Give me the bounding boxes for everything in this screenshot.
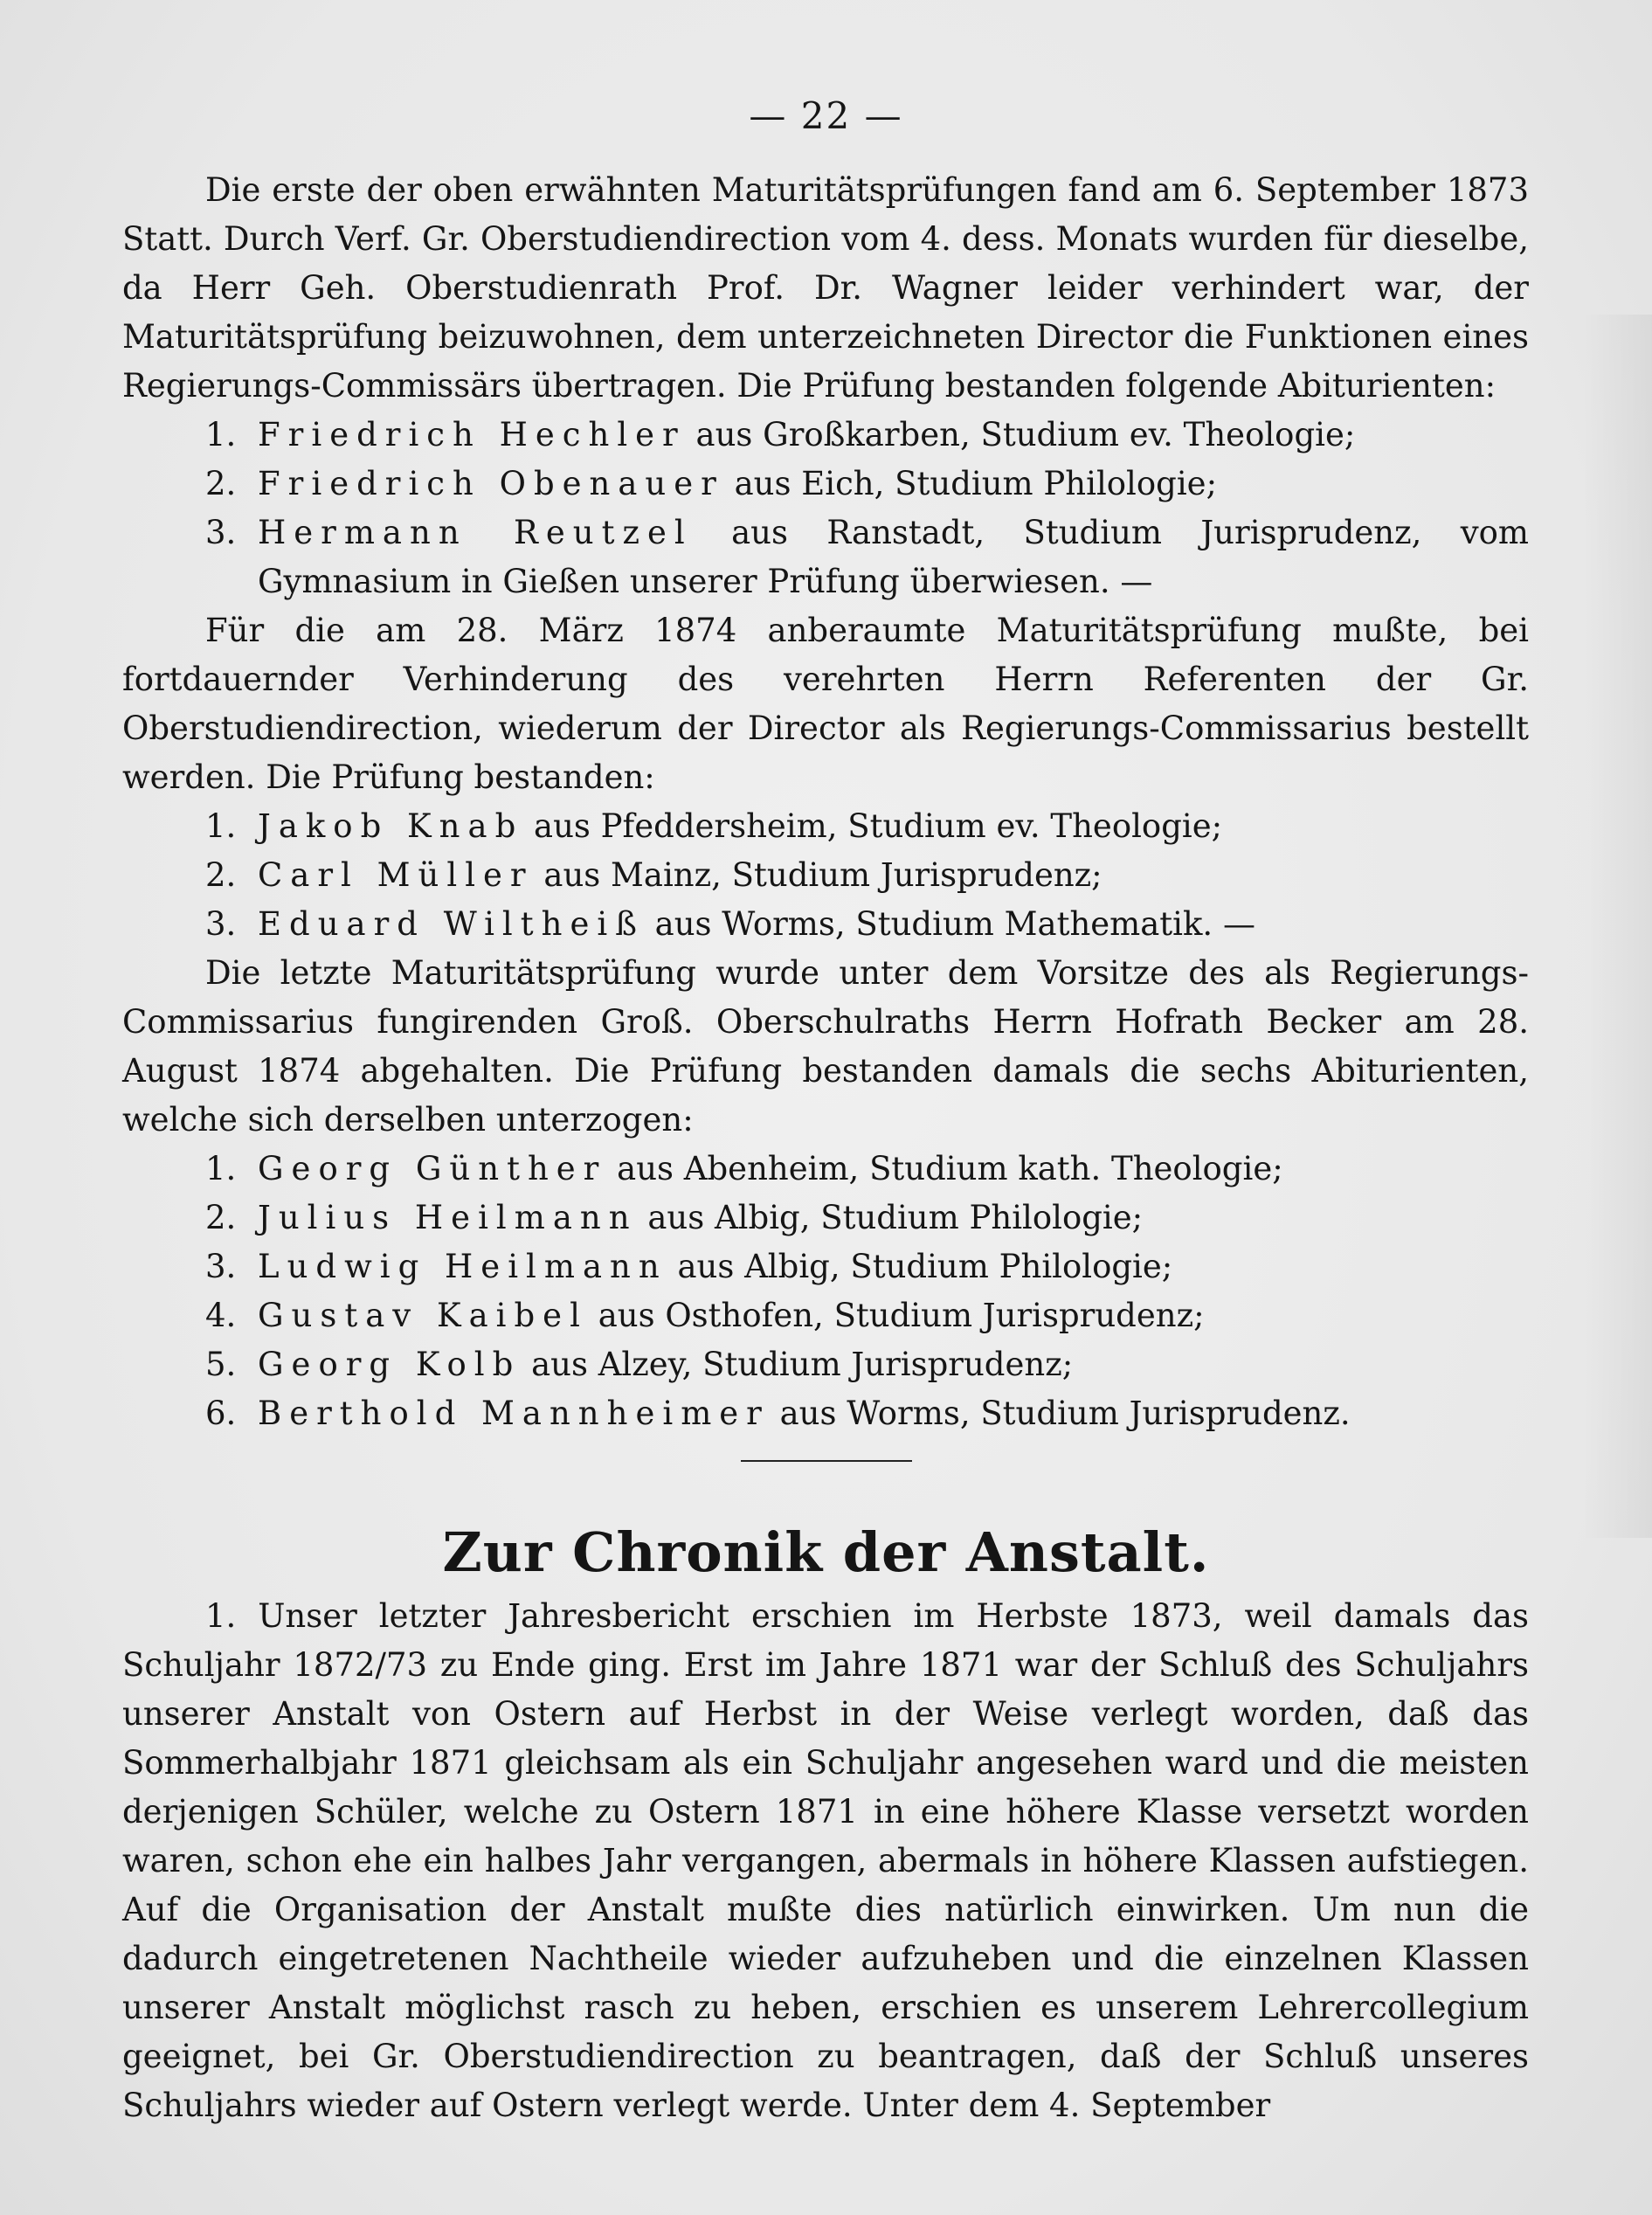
chronik-heading: Zur Chronik der Anstalt. bbox=[442, 1520, 1210, 1584]
graduate-name: Jakob Knab bbox=[258, 807, 524, 845]
chronik-paragraph: 1. Unser letzter Jahresbericht erschien im Herbste 1873, weil damals das Schuljahr 1872/73 zu Ende ging. Erst im Jahre 1871 war der Schluß des Schuljahrs unserer Anstalt von Ostern auf Herbst in der Weise verlegt worden, daß das Sommerhalbjahr 1871 gleichsam als ein Schuljahr angesehen ward und die meisten derjenigen Schüler, welche zu Ostern 1871 in eine höhere Klasse versetzt worden waren, schon ehe ein halbes Jahr vergangen, abermals in höhere Klassen aufstiegen. Auf die Organisation der Anstalt mußte dies natürlich einwirken. Um nun die dadurch eingetretenen Nachtheile wieder aufzuheben und die einzelnen Klassen unserer Anstalt möglichst rasch zu heben, erschien es unserem Lehrercollegium geeignet, bei Gr. Oberstudiendirection zu beantragen, daß der Schluß unseres Schuljahrs wieder auf Ostern verlegt werde. Unter dem 4. September bbox=[122, 1597, 1529, 2124]
maturity-exams-section bbox=[122, 166, 1529, 1438]
list-item: 1. Georg Günther aus Abenheim, Studium kath. Theologie; bbox=[205, 1150, 1283, 1187]
list-item: 2. Friedrich Obenauer aus Eich, Studium Philologie; bbox=[205, 465, 1218, 502]
graduate-name: Gustav Kaibel bbox=[258, 1297, 588, 1334]
graduate-name: Julius Heilmann bbox=[258, 1199, 638, 1236]
graduate-name: Friedrich Hechler bbox=[258, 416, 686, 453]
chronik-section bbox=[122, 1592, 1529, 2130]
graduates-list-1873 bbox=[122, 411, 1529, 606]
graduate-name: Georg Kolb bbox=[258, 1346, 522, 1383]
list-item: 3. Eduard Wiltheiß aus Worms, Studium Mathematik. — bbox=[205, 905, 1255, 943]
graduate-name: Georg Günther bbox=[258, 1150, 607, 1187]
page-number: — 22 — bbox=[749, 94, 903, 137]
graduate-name: Ludwig Heilmann bbox=[258, 1248, 667, 1285]
paragraph-second-exam: Für die am 28. März 1874 anberaumte Maturitätsprüfung mußte, bei fortdauernder Verhinderung des verehrten Herrn Referenten der Gr. Oberstudiendirection, wiederum der Director als Regierungs-Commissarius bestellt werden. Die Prüfung bestanden: bbox=[122, 612, 1529, 796]
graduate-name: Berthold Mannheimer bbox=[258, 1395, 770, 1432]
graduate-name: Hermann Reutzel bbox=[258, 514, 693, 551]
list-item: 4. Gustav Kaibel aus Osthofen, Studium Jurisprudenz; bbox=[205, 1297, 1205, 1334]
graduate-name: Eduard Wiltheiß bbox=[258, 905, 645, 943]
section-divider bbox=[741, 1460, 912, 1462]
list-item: 2. Carl Müller aus Mainz, Studium Jurisprudenz; bbox=[205, 856, 1102, 894]
graduate-name: Friedrich Obenauer bbox=[258, 465, 724, 502]
graduate-name: Carl Müller bbox=[258, 856, 534, 894]
graduates-list-august-1874 bbox=[122, 1145, 1529, 1438]
list-item: 5. Georg Kolb aus Alzey, Studium Jurisprudenz; bbox=[205, 1346, 1074, 1383]
list-item: 2. Julius Heilmann aus Albig, Studium Philologie; bbox=[205, 1199, 1144, 1236]
list-item: 6. Berthold Mannheimer aus Worms, Studium Jurisprudenz. bbox=[205, 1395, 1351, 1432]
list-item: 3. Ludwig Heilmann aus Albig, Studium Philologie; bbox=[205, 1248, 1173, 1285]
paragraph-first-exam: Die erste der oben erwähnten Maturitätsprüfungen fand am 6. September 1873 Statt. Durch Verf. Gr. Oberstudiendirection vom 4. dess. Monats wurden für dieselbe, da Herr Geh. Oberstudienrath Prof. Dr. Wagner leider verhindert war, der Maturitätsprüfung beizuwohnen, dem unterzeichneten Director die Funktionen eines Regierungs-Commissärs übertragen. Die Prüfung bestanden folgende Abiturienten: bbox=[122, 171, 1529, 405]
paragraph-third-exam: Die letzte Maturitätsprüfung wurde unter dem Vorsitze des als Regierungs-Commissarius fungirenden Groß. Oberschulraths Herrn Hofrath Becker am 28. August 1874 abgehalten. Die Prüfung bestanden damals die sechs Abiturienten, welche sich derselben unterzogen: bbox=[122, 954, 1529, 1139]
list-item: 1. Friedrich Hechler aus Großkarben, Studium ev. Theologie; bbox=[205, 416, 1356, 453]
list-item: 1. Jakob Knab aus Pfeddersheim, Studium ev. Theologie; bbox=[205, 807, 1223, 845]
graduates-list-march-1874 bbox=[122, 802, 1529, 949]
bleed-through-shadow bbox=[1582, 315, 1652, 1538]
list-item: 3. Hermann Reutzel aus Ranstadt, Studium Jurisprudenz, vom Gymnasium in Gießen unserer Prüfung überwiesen. — bbox=[205, 514, 1530, 600]
